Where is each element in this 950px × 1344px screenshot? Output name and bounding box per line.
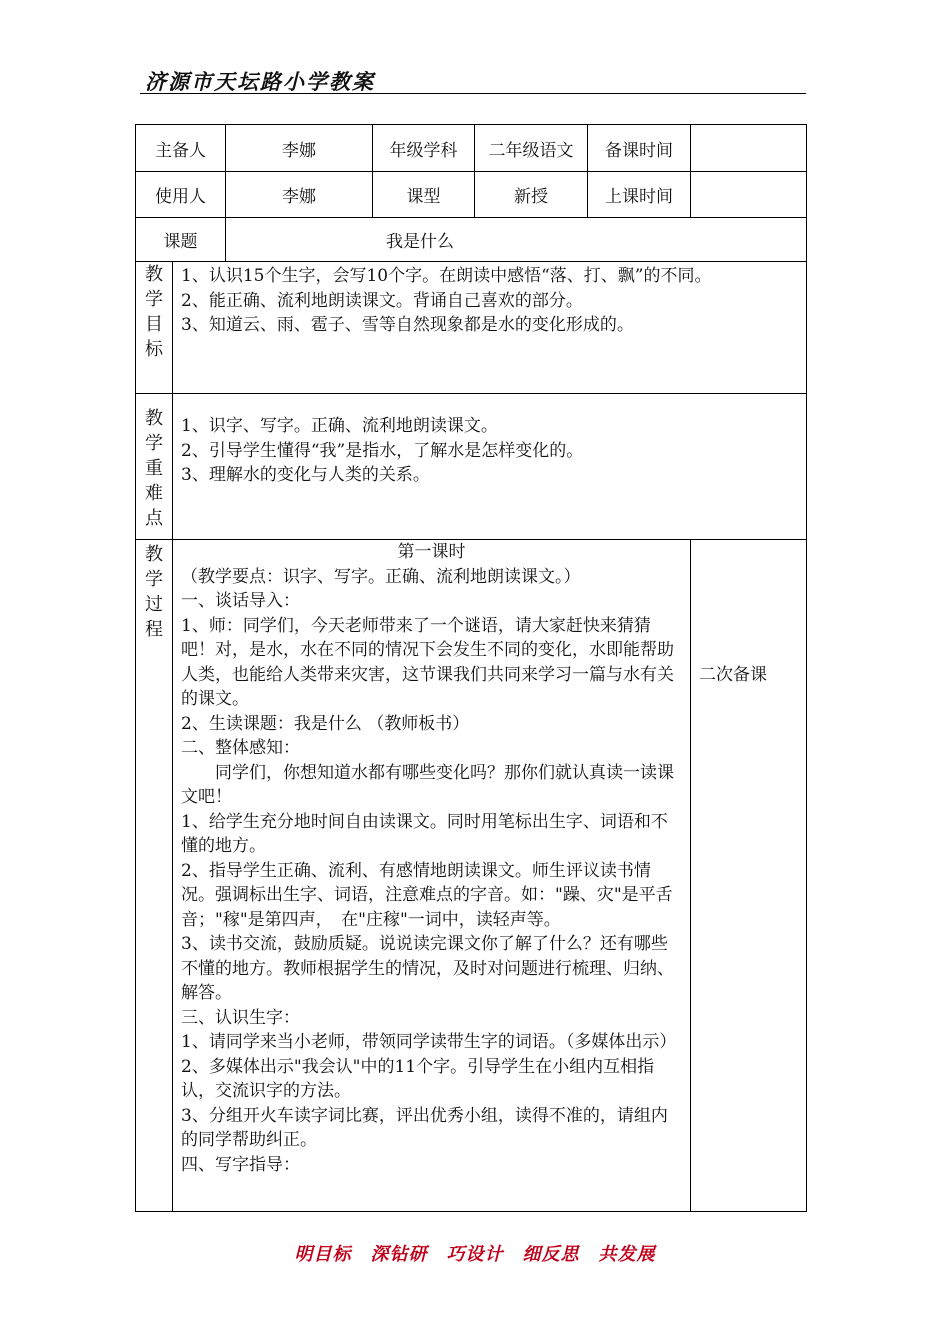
process-line: 2、多媒体出示"我会认"中的11个字。引导学生在小组内互相指认，交流识字的方法。 (181, 1056, 655, 1101)
process-content (173, 540, 691, 1212)
key-point-item: 2、引导学生懂得“我”是指水，了解水是怎样变化的。 (181, 440, 584, 461)
goal-item: 3、知道云、雨、雹子、雪等自然现象都是水的变化形成的。 (181, 315, 634, 335)
user-value: 李娜 (226, 172, 373, 218)
key-points-label-char: 点 (145, 508, 163, 529)
topic-value: 我是什么 (226, 218, 807, 262)
footer-motto: 明目标 深钻研 巧设计 细反思 共发展 (294, 1244, 656, 1265)
key-points-row (136, 394, 807, 540)
goal-item: 1、认识15个生字，会写10个字。在朗读中感悟“落、打、飘”的不同。 (181, 266, 712, 286)
key-points-label-char: 学 (145, 433, 163, 454)
topic-row (136, 218, 807, 262)
process-line: 四、写字指导： (181, 1154, 300, 1175)
goals-content (173, 262, 807, 394)
prep-time-value (691, 125, 807, 172)
process-row (136, 540, 807, 1212)
process-label-char: 教 (145, 544, 163, 565)
class-time-label: 上课时间 (588, 172, 691, 218)
process-label-char: 学 (145, 569, 163, 590)
grade-subject-value: 二年级语文 (475, 125, 588, 172)
key-points-label-char: 难 (145, 483, 163, 504)
process-line: 1、给学生充分地时间自由读课文。同时用笔标出生字、词语和不懂的地方。 (181, 811, 668, 856)
key-points-label-char: 重 (145, 458, 163, 479)
lesson-type-value: 新授 (475, 172, 588, 218)
process-line: 二、整体感知： (181, 738, 300, 758)
process-line: 1、师：同学们，今天老师带来了一个谜语，请大家赶快来猜猜吧！对，是水，水在不同的情况下会发生不同的变化，水即能帮助人类，也能给人类带来灾害，这节课我们共同来学习一篇与水有关的课文。 (181, 615, 674, 709)
school-title: 济源市天坛路小学教案 (145, 70, 375, 94)
goals-label (136, 262, 173, 394)
goals-row (136, 262, 807, 394)
key-point-item: 3、理解水的变化与人类的关系。 (181, 465, 430, 485)
key-points-label (136, 394, 173, 540)
process-line: 三、认识生字： (181, 1007, 300, 1028)
process-label (136, 540, 173, 1212)
key-points-label-char: 教 (145, 408, 163, 429)
goals-label-char: 目 (145, 314, 163, 335)
process-line: 一、谈话导入： (181, 591, 300, 611)
process-label-char: 过 (145, 594, 163, 615)
info-row-1 (136, 125, 807, 172)
user-label: 使用人 (136, 172, 226, 218)
second-prep-cell: 二次备课 (691, 540, 807, 1212)
preparer-label: 主备人 (136, 125, 226, 172)
process-line: 3、分组开火车读字词比赛，评出优秀小组，读得不准的，请组内的同学帮助纠正。 (181, 1105, 668, 1150)
lesson-plan-table (135, 124, 807, 1212)
goal-item: 2、能正确、流利地朗读课文。背诵自己喜欢的部分。 (181, 290, 583, 311)
key-points-content (173, 394, 807, 540)
topic-label: 课题 (136, 218, 226, 262)
process-line: 3、读书交流，鼓励质疑。说说读完课文你了解了什么？还有哪些不懂的地方。教师根据学生的情况，及时对问题进行梳理、归纳、解答。 (181, 934, 674, 1003)
process-line: 2、生读课题：我是什么 （教师板书） (181, 713, 470, 734)
process-line: 1、请同学来当小老师，带领同学读带生字的词语。（多媒体出示） (181, 1032, 677, 1052)
class-time-value (691, 172, 807, 218)
lesson-title: 第一课时 (397, 542, 466, 562)
process-line: 同学们，你想知道水都有哪些变化吗？那你们就认真读一读课文吧！ (181, 762, 674, 807)
grade-subject-label: 年级学科 (373, 125, 475, 172)
key-point-item: 1、识字、写字。正确、流利地朗读课文。 (181, 416, 498, 436)
lesson-type-label: 课型 (373, 172, 475, 218)
goals-label-char: 学 (145, 289, 163, 310)
process-label-char: 程 (145, 619, 163, 640)
process-line: 2、指导学生正确、流利、有感情地朗读课文。师生评议读书情况。强调标出生字、词语，注意难点的字音。如："躁、灾"是平舌音；"稼"是第四声， 在"庄稼"一词中，读轻声等。 (181, 860, 673, 930)
header-divider (140, 93, 806, 94)
goals-label-char: 标 (145, 339, 163, 360)
goals-label-char: 教 (145, 264, 163, 285)
preparer-value: 李娜 (226, 125, 373, 172)
info-row-2 (136, 172, 807, 218)
prep-time-label: 备课时间 (588, 125, 691, 172)
process-line: （教学要点：识字、写字。正确、流利地朗读课文。） (181, 566, 581, 587)
